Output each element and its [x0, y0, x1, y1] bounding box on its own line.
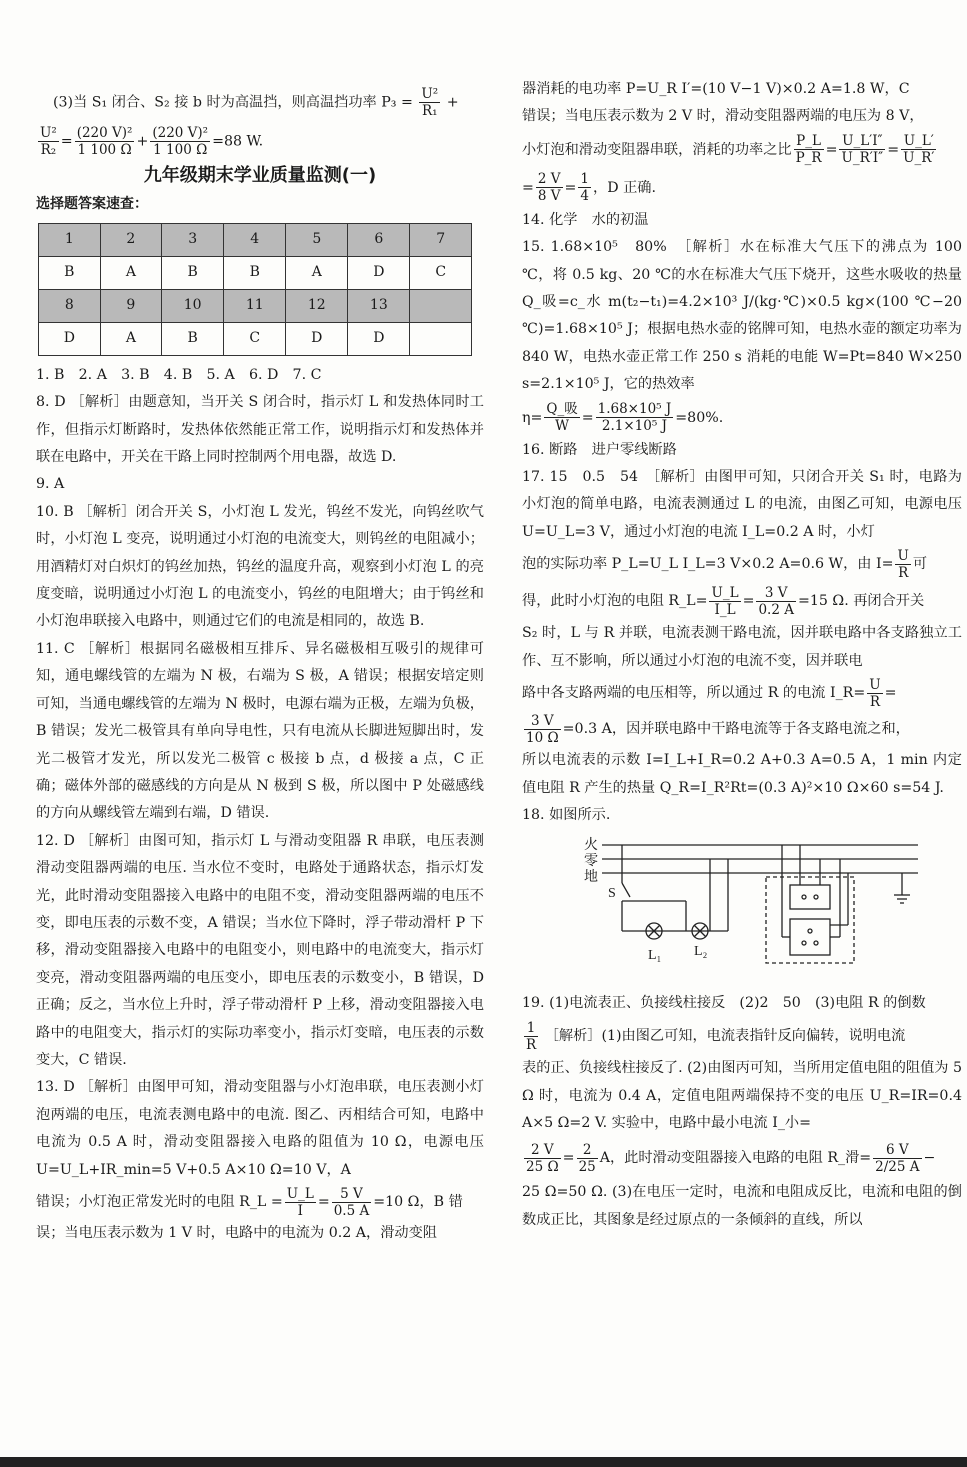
- fraction: $\frac{2}{25}$: [578, 1141, 596, 1175]
- answer-q19-cont: 表的正、负接线柱接反了. (2)由图丙可知，当所用定值电阻的阻值为 5 Ω 时，电流为 0.4 A，定值电阻两端保持不变的电压 U_R=IR=0.4 A×5 Ω=2 V. 实验中，电路中最小电流 I_小=: [522, 1060, 962, 1131]
- answer-q15-efficiency: η= $\frac{\text{Q\_吸}}{W}$ = $\frac{\text{1.68×10⁵ J}}{\text{2.1×10⁵ J}}$ =80%.: [522, 401, 724, 435]
- q3-heat-calc: $\frac{\text{U²}}{\text{R₂}}$ = $\frac{\text{(220 V)²}}{1 100 \Omega}$ + $\frac{\text{(220 V)²}}{1 100 \Omega}$ =88 W.: [40, 125, 264, 158]
- fraction: $\frac{3 V}{10 \Omega}$: [526, 712, 559, 746]
- answer-q9: 9. A: [36, 476, 65, 493]
- fraction: $\frac{U\_L'}{U\_R'}$: [903, 133, 935, 167]
- table-row: D A B C D D: [39, 322, 472, 355]
- left-column: [36, 86, 484, 1247]
- answer-q11: 11. C ［解析］根据同名磁极相互排斥、异名磁极相互吸引的规律可知，通电螺线管的左端为 N 极，右端为 S 极，A 错误；根据安培定则可知，当通电螺线管的左端为 N 极时，电源右端为正极，左端为负极，B 错误；发光二极管具有单向导电性，只有电流从长脚进短脚出时，发光二极管才发光，所以发光二极管 c 极接 b 点，d 极接 a 点，C 正确；磁体外部的磁感线的方向是从 N 极到 S 极，所以图中 P 处磁感线的方向从螺线管左端到右端，D 错误.: [36, 640, 484, 822]
- fraction: $\frac{U}{R}$: [869, 676, 881, 710]
- answer-q13-cont1: 器消耗的电功率 P=U_R I′=(10 V−1 V)×0.2 A=1.8 W，C: [522, 81, 910, 97]
- answer-q13-formula: 错误；小灯泡正常发光时的电阻 R_L = $\frac{U\_L}{I}$ = $\frac{5 V}{0.5 A}$ =10 Ω，B 错: [36, 1185, 463, 1219]
- fraction: $\frac{\text{(220 V)²}}{1 100 \Omega}$: [152, 125, 209, 158]
- answer-q19-end: 25 Ω=50 Ω. (3)在电压一定时，电流和电阻成反比，电流和电阻的倒数成正比，其图象是经过原点的一条倾斜的直线，所以: [522, 1184, 962, 1228]
- answer-q17-formula1: 泡的实际功率 P_L=U_L I_L=3 V×0.2 A=0.6 W，由 I= $\frac{U}{R}$ 可: [522, 547, 928, 581]
- answer-q19: 19. (1)电流表正、负接线柱接反 (2)2 50 (3)电阻 R 的倒数: [522, 994, 926, 1011]
- quick-check-label: 选择题答案速查：: [36, 196, 148, 213]
- fraction: $\frac{U\_L'I''}{U\_R'I''}$: [841, 133, 884, 167]
- answer-q13-part1: 13. D ［解析］由图甲可知，滑动变阻器与小灯泡串联，电压表测小灯泡两端的电压，电流表测电路中的电流. 图乙、丙相结合可知，电路中电流为 0.5 A 时，滑动变阻器接入电路的阻值为 10 Ω，电源电压 U=U_L+IR_min=5 V+0.5 A×10 Ω=10 V，A: [36, 1079, 484, 1178]
- answer-q18: 18. 如图所示.: [522, 806, 611, 823]
- fraction: $\frac{\text{Q\_吸}}{W}$: [546, 401, 578, 435]
- answer-q13-ratio-result: = $\frac{2 V}{8 V}$ = $\frac{1}{4}$ ，D 正确.: [522, 171, 656, 205]
- answer-q17-formula2: 得，此时小灯泡的电阻 R_L= $\frac{U\_L}{I\_L}$ = $\frac{3 V}{0.2 A}$ =15 Ω. 再闭合开关: [522, 584, 925, 618]
- fraction: $\frac{6 V}{2/25 A}$: [875, 1141, 920, 1175]
- answer-q16: 16. 断路 进户零线断路: [522, 441, 677, 458]
- right-column: [522, 76, 962, 1234]
- fraction: $\frac{2 V}{8 V}$: [537, 171, 561, 205]
- table-row: B A B B A D C: [39, 256, 472, 289]
- household-circuit-diagram: [578, 835, 928, 975]
- fraction: $\frac{2 V}{25 \Omega}$: [526, 1141, 559, 1175]
- answer-q10: 10. B ［解析］闭合开关 S，小灯泡 L 发光，钨丝不发光，向钨丝吹气时，小灯泡 L 变亮，说明通过小灯泡的电流变大，则钨丝的电阻减小；用酒精灯对白炽灯的钨丝加热，钨丝的温度升高，观察到小灯泡 L 的亮度变暗，说明通过小灯泡 L 的电流变小，钨丝的电阻增大；由于钨丝和小灯泡串联接入电路中，则通过它们的电流是相同的，故选 B.: [36, 503, 484, 630]
- answer-q1-7: 1. B 2. A 3. B 4. B 5. A 6. D 7. C: [36, 366, 322, 383]
- section-title: 九年级期末学业质量监测(一): [143, 165, 377, 186]
- fraction: $\frac{3 V}{0.2 A}$: [758, 584, 794, 618]
- label-switch: S: [608, 886, 616, 902]
- answer-q14: 14. 化学 水的初温: [522, 211, 649, 228]
- label-l2: L₂: [694, 944, 708, 960]
- answer-q8: 8. D ［解析］由题意知，当开关 S 闭合时，指示灯 L 和发热体同时工作，但指示灯断路时，发热体依然能正常工作，说明指示灯和发热体并联在电路中，开关在干路上同时控制两个用电器，故选 D.: [36, 394, 484, 466]
- label-ground: 地: [584, 870, 598, 886]
- answer-q15: 15. 1.68×10⁵ 80% ［解析］水在标准大气压下的沸点为 100 ℃，将 0.5 kg、20 ℃的水在标准大气压下烧开，这些水吸收的热量 Q_吸=c_水 m(t₂−t₁)=4.2×10³ J/(kg·℃)×0.5 kg×(100 ℃−20 ℃)=1.68×10⁵ J；根据电热水壶的铭牌可知，电热水壶的额定功率为 840 W，电热水壶正常工作 250 s 消耗的电能 W=Pt=840 W×250 s=2.1×10⁵ J，它的热效率: [522, 239, 962, 393]
- answer-q19-analysis: $\frac{1}{R}$ ［解析］(1)由图乙可知，电流表指针反向偏转，说明电流: [526, 1019, 906, 1053]
- answer-q17: 17. 15 0.5 54 ［解析］由图甲可知，只闭合开关 S₁ 时，电路为小灯泡的简单电路，电流表测通过 L 的电流，由图乙可知，电源电压 U=U_L=3 V，通过小灯泡的电流 I_L=0.2 A 时，小灯: [522, 469, 962, 540]
- fraction: $\frac{1}{4}$: [580, 171, 590, 205]
- fraction: $\frac{P\_L}{P\_R}$: [795, 133, 822, 167]
- fraction: $\frac{5 V}{0.5 A}$: [333, 1185, 370, 1219]
- fraction: $\frac{U\_L}{I}$: [286, 1185, 314, 1219]
- fraction: $\frac{\text{U²}}{\text{R₂}}$: [40, 125, 57, 158]
- answer-q17-formula3: 路中各支路两端的电压相等，所以通过 R 的电流 I_R= $\frac{U}{R}$ =: [522, 676, 897, 710]
- answer-q12: 12. D ［解析］由图可知，指示灯 L 与滑动变阻器 R 串联，电压表测滑动变阻器两端的电压. 当水位不变时，电路处于通路状态，指示灯发光，此时滑动变阻器接入电路中的电阻不变，滑动变阻器两端的电压不变，即电压表的示数不变，A 错误；当水位下降时，浮子带动滑杆 P 下移，滑动变阻器接入电路中的电阻变小，则电路中的电流变大，指示灯变亮，滑动变阻器两端的电压变小，即电压表的示数变小，B 错误，D 正确；反之，当水位上升时，浮子带动滑杆 P 上移，滑动变阻器接入电路中的电阻变大，指示灯的实际功率变小，指示灯变暗，电压表的示数变大，C 错误.: [36, 832, 484, 1068]
- fraction: $\frac{\text{1.68×10⁵ J}}{\text{2.1×10⁵ J}}$: [597, 401, 672, 435]
- table-row: 1 2 3 4 5 6 7: [39, 223, 472, 256]
- table-row: 8 9 10 11 12 13: [39, 289, 472, 322]
- label-l1: L₁: [648, 948, 662, 964]
- q3-heat-line: (3)当 S₁ 闭合、S₂ 接 b 时为高温挡，则高温挡功率 P₃ = $\frac{\text{U²}}{\text{R₁}}$ +: [53, 86, 459, 119]
- fraction: $\frac{U\_L}{I\_L}$: [711, 584, 739, 618]
- fraction: $\frac{\text{(220 V)²}}{1 100 \Omega}$: [76, 125, 133, 158]
- answer-q19-formula: $\frac{2 V}{25 \Omega}$ = $\frac{2}{25}$ A，此时滑动变阻器接入电路的电阻 R_滑= $\frac{6 V}{2/25 A}$ −: [526, 1141, 936, 1175]
- answer-q13-ratio: 小灯泡和滑动变阻器串联，消耗的功率之比 $\frac{P\_L}{P\_R}$ = $\frac{U\_L'I''}{U\_R'I''}$ = $\frac{U\_L'}{U\_R'}$: [522, 133, 935, 167]
- fraction: $\frac{\text{U²}}{\text{R₁}}$: [421, 86, 439, 119]
- answer-q17-end: 所以电流表的示数 I=I_L+I_R=0.2 A+0.3 A=0.5 A，1 min 内定值电阻 R 产生的热量 Q_R=I_R²Rt=(0.3 A)²×10 Ω×60 s=54 J.: [522, 752, 962, 796]
- label-neutral: 零: [584, 854, 598, 870]
- fraction: $\frac{U}{R}$: [897, 547, 909, 581]
- answer-table: [38, 223, 472, 356]
- answer-q13-part3: 误；当电压表示数为 1 V 时，电路中的电流为 0.2 A，滑动变阻: [36, 1225, 437, 1241]
- answer-q17-cont: S₂ 时，L 与 R 并联，电流表测干路电流，因并联电路中各支路独立工作、互不影响，所以通过小灯泡的电流不变，因并联电: [522, 625, 962, 669]
- answer-q17-formula4: $\frac{3 V}{10 \Omega}$ =0.3 A，因并联电路中干路电流等于各支路电流之和，: [526, 712, 910, 746]
- page-bottom-edge: [0, 1457, 967, 1467]
- answer-q13-cont2: 错误；当电压表示数为 2 V 时，滑动变阻器两端的电压为 8 V，: [522, 108, 924, 125]
- label-fire: 火: [584, 838, 598, 854]
- fraction: $\frac{1}{R}$: [526, 1019, 537, 1053]
